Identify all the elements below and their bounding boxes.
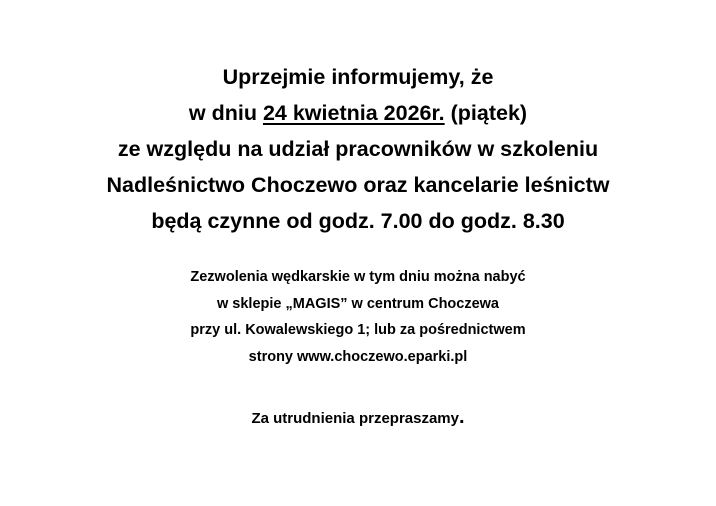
main-notice xyxy=(0,59,716,239)
closure-date: 24 kwietnia 2026r. xyxy=(262,101,445,125)
permits-line-4: strony www.choczewo.eparki.pl xyxy=(248,348,468,365)
date-prefix: w dniu xyxy=(188,101,263,125)
notice-line-5: będą czynne od godz. 7.00 do godz. 8.30 xyxy=(151,209,565,233)
notice-line-2 xyxy=(0,95,716,131)
permits-line-1: Zezwolenia wędkarskie w tym dniu można nabyć xyxy=(190,269,526,285)
apology-message: Za utrudnienia przepraszamy xyxy=(251,410,459,427)
permits-line-2: w sklepie „MAGIS” w centrum Choczewa xyxy=(216,295,499,312)
permits-line-3: przy ul. Kowalewskiego 1; lub za pośrednictwem xyxy=(190,322,526,338)
notice-line-3: ze względu na udział pracowników w szkoleniu xyxy=(117,137,599,161)
permits-info xyxy=(0,264,716,370)
notice-line-1: Uprzejmie informujemy, że xyxy=(222,65,494,89)
apology-period: . xyxy=(459,406,465,428)
weekday: (piątek) xyxy=(444,101,528,125)
notice-line-4: Nadleśnictwo Choczewo oraz kancelarie leśnictw xyxy=(106,173,610,197)
apology-text xyxy=(0,405,716,431)
